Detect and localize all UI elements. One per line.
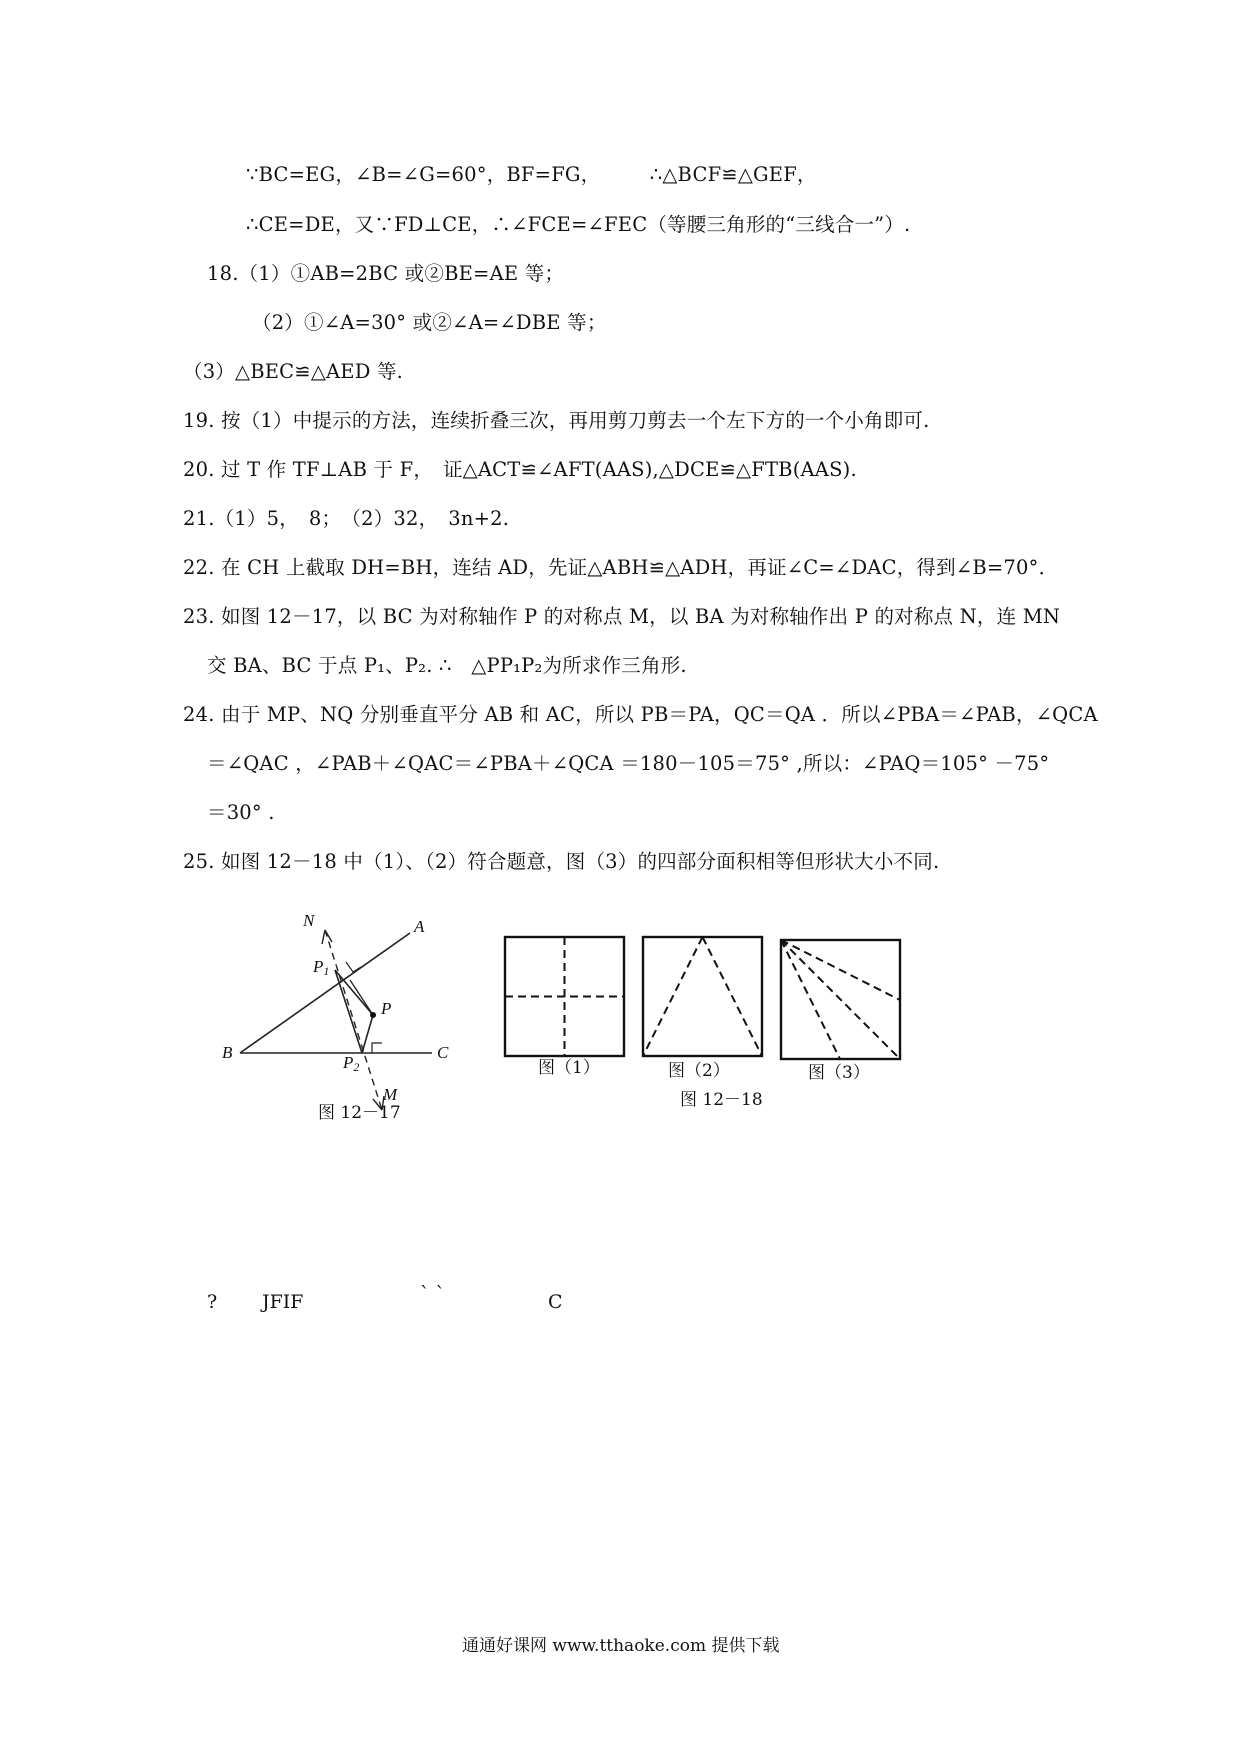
text-line-15: 25. 如图 12－18 中（1）、（2）符合题意，图（3）的四部分面积相等但形状大小不同.	[183, 850, 940, 873]
square-3-dashed-3	[781, 940, 840, 1059]
figure-12-18-subcaption-2: 图（2）	[668, 1061, 730, 1081]
square-2	[643, 937, 762, 1056]
square-3-dashed-1	[781, 940, 900, 1000]
figure-12-17-caption: 图 12－17	[318, 1103, 401, 1123]
text-line-9: 22. 在 CH 上截取 DH=BH，连结 AD，先证△ABH≌△ADH，再证∠C=∠DAC，得到∠B=70°．	[183, 556, 1059, 579]
text-line-8: 21.（1）5， 8； （2）32， 3n+2.	[183, 507, 510, 530]
text-line-7: 20. 过 T 作 TF⊥AB 于 F， 证△ACT≌∠AFT(AAS),△DCE≌△FTB(AAS).	[183, 458, 857, 481]
text-line-1: ∵BC=EG，∠B=∠G=60°，BF=FG， ∴△BCF≌△GEF，	[246, 163, 817, 186]
square-2-dashed-right	[703, 937, 763, 1056]
figure-12-18-caption: 图 12－18	[680, 1090, 763, 1110]
square-2-dashed-left	[643, 937, 703, 1056]
page-footer: 通通好课网 www.tthaoke.com 提供下载	[462, 1636, 780, 1656]
square-3-dashed-2	[781, 940, 900, 1059]
label-P1: $P_1$	[313, 957, 330, 978]
text-line-3: 18.（1）①AB=2BC 或②BE=AE 等；	[207, 262, 565, 285]
label-B: B	[222, 1043, 233, 1062]
figure-12-18-subcaption-3: 图（3）	[808, 1063, 870, 1083]
label-M: M	[383, 1085, 398, 1104]
scan-artifact-ticks: ` `	[420, 1283, 446, 1305]
label-A: A	[414, 917, 425, 936]
text-line-13: ＝∠QAC ，∠PAB＋∠QAC＝∠PBA＋∠QCA ＝180－105＝75° ,所以：∠PAQ＝105° －75°	[207, 752, 1050, 775]
scan-artifact-question: ?	[207, 1291, 218, 1313]
text-line-11: 交 BA、BC 于点 P₁、P₂. ∴ △PP₁P₂为所求作三角形.	[207, 654, 687, 677]
text-line-14: ＝30° .	[207, 801, 275, 824]
text-line-5: （3）△BEC≌△AED 等.	[183, 360, 404, 383]
label-P2: $P_2$	[343, 1053, 360, 1074]
text-line-6: 19. 按（1）中提示的方法，连续折叠三次，再用剪刀剪去一个左下方的一个小角即可.	[183, 409, 930, 432]
scan-artifact-jfif: JFIF	[262, 1291, 304, 1313]
text-line-2: ∴CE=DE，又∵FD⊥CE，∴∠FCE=∠FEC（等腰三角形的“三线合一”）.	[246, 213, 911, 236]
label-N: N	[303, 911, 315, 930]
label-C: C	[437, 1043, 449, 1062]
scan-artifact-c: C	[548, 1291, 563, 1313]
label-P: P	[381, 999, 392, 1018]
text-line-12: 24. 由于 MP、NQ 分别垂直平分 AB 和 AC，所以 PB＝PA，QC＝QA ．所以∠PBA＝∠PAB，∠QCA	[183, 703, 1098, 726]
text-line-4: （2）①∠A=30° 或②∠A=∠DBE 等；	[252, 311, 607, 334]
figure-12-18-subcaption-1: 图（1）	[538, 1058, 600, 1078]
text-line-10: 23. 如图 12－17，以 BC 为对称轴作 P 的对称点 M，以 BA 为对称轴作出 P 的对称点 N，连 MN	[183, 605, 1061, 628]
